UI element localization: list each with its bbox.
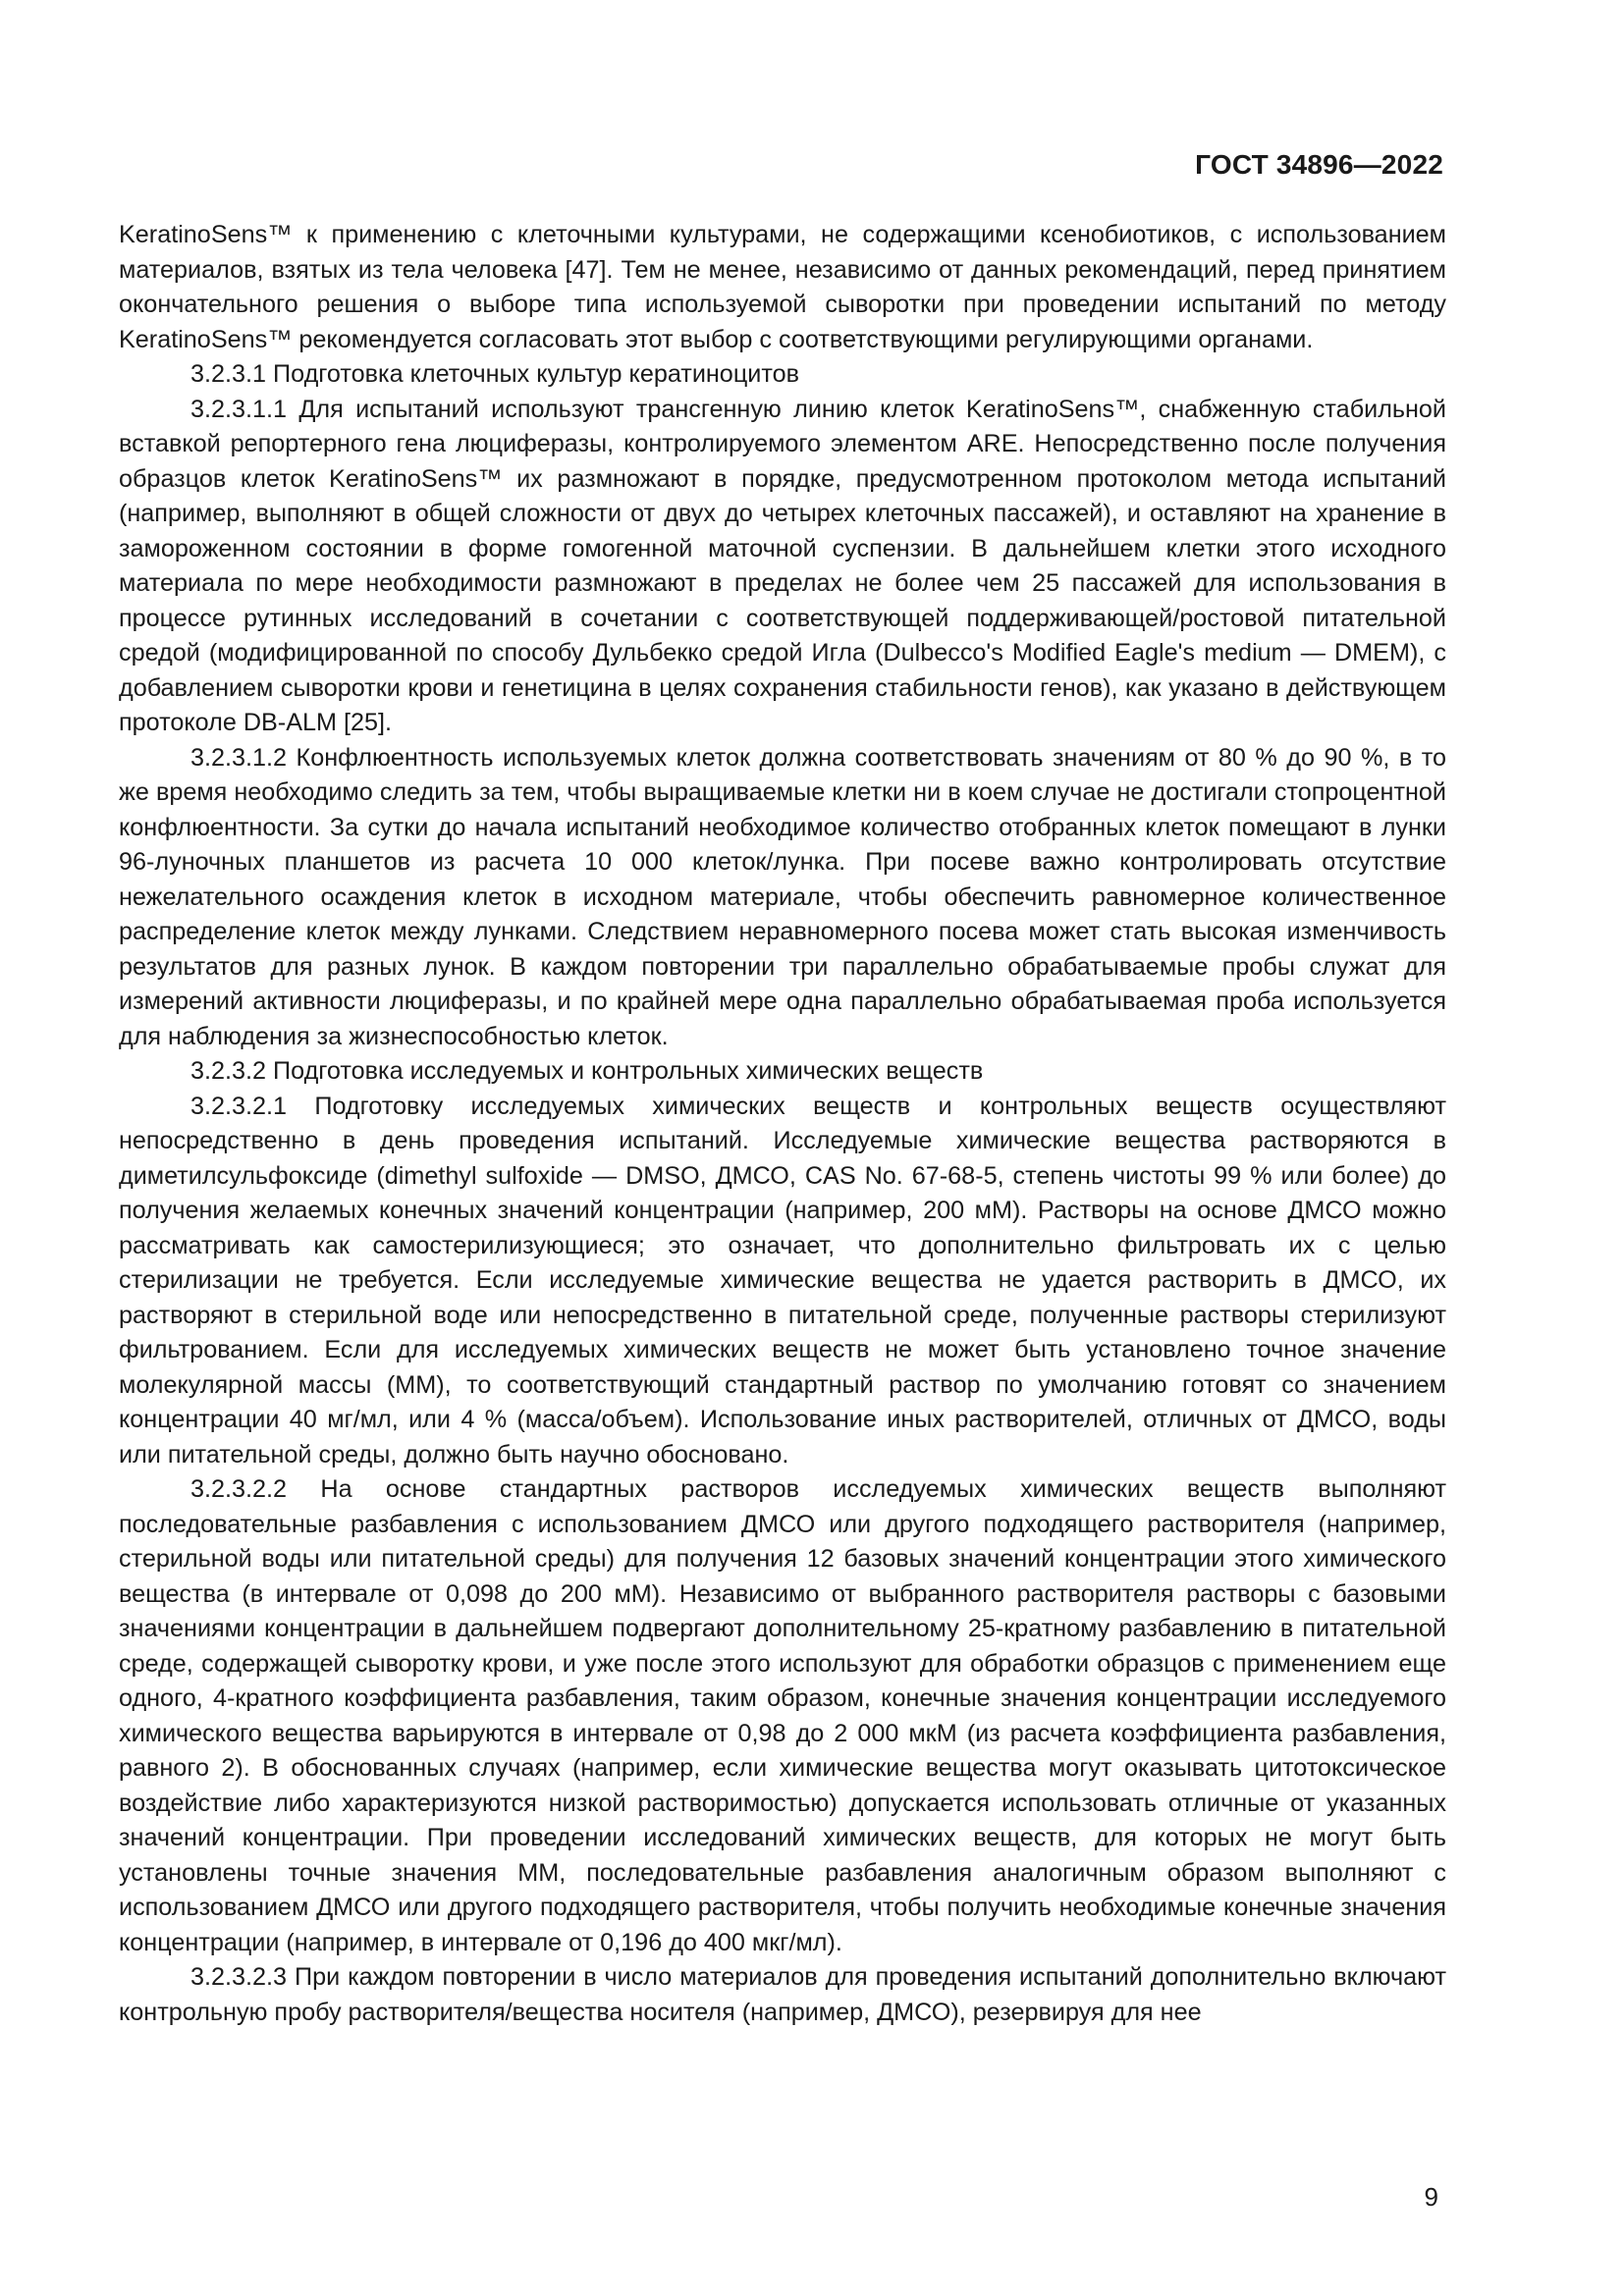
paragraph: 3.2.3.2.3 При каждом повторении в число материалов для проведения испытаний дополнительно включают контрольную пробу растворителя/вещества носителя (например, ДМСО), резервируя для нее	[119, 1963, 1446, 2026]
document-body	[119, 218, 1446, 2030]
paragraph: 3.2.3.1.1 Для испытаний используют трансгенную линию клеток KeratinoSens™, снабженную стабильной вставкой репортерного гена люциферазы, контролируемого элементом ARE. Непосредственно после получения образцов клеток KeratinoSens™ их размножают в порядке, предусмотренном протоколом метода испытаний (например, выполняют в общей сложности от двух до четырех клеточных пассажей), и оставляют на хранение в замороженном состоянии в форме гомогенной маточной суспензии. В дальнейшем клетки этого исходного материала по мере необходимости размножают в пределах не более чем 25 пассажей для использования в процессе рутинных исследований в сочетании с соответствующей поддерживающей/ростовой питательной средой (модифицированной по способу Дульбекко средой Игла (Dulbecco's Modified Eagle's medium — DMEM), с добавлением сыворотки крови и генетицина в целях сохранения стабильности генов), как указано в действующем протоколе DB-ALM [25].	[119, 395, 1446, 736]
paragraph: 3.2.3.1.2 Конфлюентность используемых клеток должна соответствовать значениям от 80 % до 90 %, в то же время необходимо следить за тем, чтобы выращиваемые клетки ни в коем случае не достигали стопроцентной конфлюентности. За сутки до начала испытаний необходимое количество отобранных клеток помещают в лунки 96-луночных планшетов из расчета 10 000 клеток/лунка. При посеве важно контролировать отсутствие нежелательного осаждения клеток в исходном материале, чтобы обеспечить равномерное количественное распределение клеток между лунками. Следствием неравномерного посева может стать высокая изменчивость результатов для разных лунок. В каждом повторении три параллельно обрабатываемые пробы служат для измерений активности люциферазы, и по крайней мере одна параллельно обрабатываемая проба используется для наблюдения за жизнеспособностью клеток.	[119, 743, 1446, 1050]
standard-header: ГОСТ 34896—2022	[1195, 149, 1443, 180]
page-number: 9	[1424, 2182, 1438, 2212]
paragraph: 3.2.3.2.2 На основе стандартных растворов исследуемых химических веществ выполняют последовательные разбавления с использованием ДМСО или другого подходящего растворителя (например, стерильной воды или питательной среды) для получения 12 базовых значений концентрации этого химического вещества (в интервале от 0,098 до 200 мМ). Независимо от выбранного растворителя растворы с базовыми значениями концентрации в дальнейшем подвергают дополнительному 25-кратному разбавлению в питательной среде, содержащей сыворотку крови, и уже после этого используют для обработки образцов с применением еще одного, 4-кратного коэффициента разбавления, таким образом, конечные значения концентрации исследуемого химического вещества варьируются в интервале от 0,98 до 2 000 мкМ (из расчета коэффициента разбавления, равного 2). В обоснованных случаях (например, если химические вещества могут оказывать цитотоксическое воздействие либо характеризуются низкой растворимостью) допускается использовать отличные от указанных значений концентрации. При проведении исследований химических веществ, для которых не могут быть установлены точные значения ММ, последовательные разбавления аналогичным образом выполняют с использованием ДМСО или другого подходящего растворителя, чтобы получить необходимые конечные значения концентрации (например, в интервале от 0,196 до 400 мкг/мл).	[119, 1475, 1446, 1956]
paragraph: KeratinoSens™ к применению с клеточными культурами, не содержащими ксенобиотиков, с использованием материалов, взятых из тела человека [47]. Тем не менее, независимо от данных рекомендаций, перед принятием окончательного решения о выборе типа используемой сыворотки при проведении испытаний по методу KeratinoSens™ рекомендуется согласовать этот выбор с соответствующими регулирующими органами.	[119, 221, 1446, 353]
paragraph: 3.2.3.2.1 Подготовку исследуемых химических веществ и контрольных веществ осуществляют непосредственно в день проведения испытаний. Исследуемые химические вещества растворяются в диметилсульфоксиде (dimethyl sulfoxide — DMSO, ДМСО, CAS No. 67-68-5, степень чистоты 99 % или более) до получения желаемых конечных значений концентрации (например, 200 мМ). Растворы на основе ДМСО можно рассматривать как самостерилизующиеся; это означает, что дополнительно фильтровать их с целью стерилизации не требуется. Если исследуемые химические вещества не удается растворить в ДМСО, их растворяют в стерильной воде или непосредственно в питательной среде, полученные растворы стерилизуют фильтрованием. Если для исследуемых химических веществ не может быть установлено точное значение молекулярной массы (ММ), то соответствующий стандартный раствор по умолчанию готовят со значением концентрации 40 мг/мл, или 4 % (масса/объем). Использование иных растворителей, отличных от ДМСО, воды или питательной среды, должно быть научно обосновано.	[119, 1092, 1446, 1468]
section-heading: 3.2.3.1 Подготовка клеточных культур кератиноцитов	[190, 360, 799, 388]
section-heading: 3.2.3.2 Подготовка исследуемых и контрольных химических веществ	[190, 1057, 984, 1085]
